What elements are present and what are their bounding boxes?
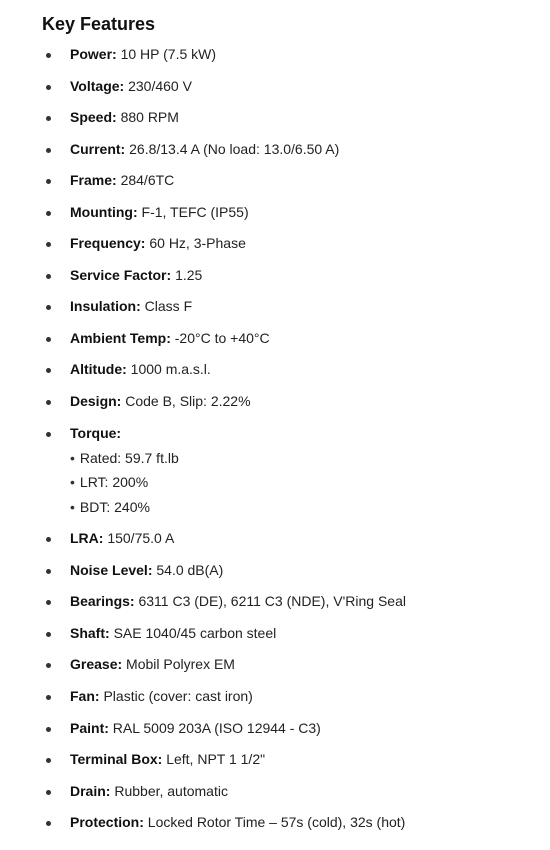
feature-item xyxy=(0,323,550,355)
feature-value: Left, NPT 1 1/2" xyxy=(166,751,266,768)
feature-item xyxy=(0,228,550,260)
feature-item xyxy=(0,776,550,808)
feature-label: Fan: xyxy=(70,688,100,705)
feature-item xyxy=(0,681,550,713)
feature-item xyxy=(0,386,550,418)
bullet-icon xyxy=(46,663,51,668)
bullet-icon xyxy=(46,368,51,373)
feature-value: Locked Rotor Time – 57s (cold), 32s (hot) xyxy=(147,814,406,831)
feature-item xyxy=(0,354,550,386)
feature-value: 54.0 dB(A) xyxy=(156,561,224,578)
feature-label: Insulation: xyxy=(70,298,141,315)
bullet-icon xyxy=(46,85,51,90)
sub-feature-item xyxy=(70,498,550,517)
feature-item xyxy=(0,523,550,555)
feature-label: Bearings: xyxy=(70,593,135,610)
bullet-icon xyxy=(46,632,51,637)
bullet-icon xyxy=(46,727,51,732)
sub-feature-item xyxy=(70,449,550,474)
feature-label: LRA: xyxy=(70,530,104,547)
feature-item xyxy=(0,713,550,745)
feature-item xyxy=(0,807,550,839)
bullet-icon xyxy=(46,305,51,310)
feature-value: 230/460 V xyxy=(128,77,192,94)
feature-label: Noise Level: xyxy=(70,561,153,578)
feature-label: Speed: xyxy=(70,109,117,126)
feature-value: 150/75.0 A xyxy=(107,530,175,547)
feature-value: 1000 m.a.s.l. xyxy=(130,361,211,378)
feature-item xyxy=(0,197,550,229)
feature-label: Protection: xyxy=(70,814,144,831)
feature-value: 284/6TC xyxy=(120,172,175,189)
bullet-icon xyxy=(46,821,51,826)
bullet-icon xyxy=(46,148,51,153)
bullet-icon xyxy=(46,116,51,121)
feature-label: Service Factor: xyxy=(70,266,172,283)
bullet-icon xyxy=(46,600,51,605)
feature-label: Voltage: xyxy=(70,77,125,94)
feature-item xyxy=(0,744,550,776)
feature-label: Drain: xyxy=(70,782,111,799)
feature-item xyxy=(0,165,550,197)
feature-value: 880 RPM xyxy=(120,109,179,126)
sub-bullet-icon: • xyxy=(70,498,75,515)
feature-item xyxy=(0,134,550,166)
feature-item xyxy=(0,71,550,103)
bullet-icon xyxy=(46,790,51,795)
bullet-icon xyxy=(46,400,51,405)
bullet-icon xyxy=(46,695,51,700)
feature-item xyxy=(0,39,550,71)
bullet-icon xyxy=(46,758,51,763)
bullet-icon xyxy=(46,242,51,247)
sub-feature-list xyxy=(70,449,550,517)
feature-label: Paint: xyxy=(70,719,109,736)
feature-value: 1.25 xyxy=(175,266,203,283)
feature-label: Ambient Temp: xyxy=(70,329,171,346)
feature-label: Torque: xyxy=(70,424,122,441)
feature-label: Current: xyxy=(70,140,126,157)
feature-value: Code B, Slip: 2.22% xyxy=(125,393,251,410)
sub-feature-text: Rated: 59.7 ft.lb xyxy=(79,449,179,466)
feature-item xyxy=(0,418,550,524)
bullet-icon xyxy=(46,432,51,437)
feature-item xyxy=(0,555,550,587)
feature-value: RAL 5009 203A (ISO 12944 - C3) xyxy=(112,719,321,736)
feature-item xyxy=(0,291,550,323)
bullet-icon xyxy=(46,211,51,216)
feature-value: Mobil Polyrex EM xyxy=(126,656,235,673)
feature-label: Frame: xyxy=(70,172,117,189)
bullet-icon xyxy=(46,537,51,542)
feature-value: 26.8/13.4 A (No load: 13.0/6.50 A) xyxy=(129,140,340,157)
feature-value: F-1, TEFC (IP55) xyxy=(141,203,249,220)
feature-label: Shaft: xyxy=(70,624,110,641)
feature-item xyxy=(0,618,550,650)
bullet-icon xyxy=(46,274,51,279)
feature-label: Terminal Box: xyxy=(70,751,163,768)
feature-value: Class F xyxy=(144,298,193,315)
sub-bullet-icon: • xyxy=(70,474,75,491)
bullet-icon xyxy=(46,337,51,342)
feature-value: Plastic (cover: cast iron) xyxy=(103,688,253,705)
sub-feature-text: LRT: 200% xyxy=(79,474,149,491)
sub-bullet-icon: • xyxy=(70,449,75,466)
feature-label: Grease: xyxy=(70,656,123,673)
feature-value: SAE 1040/45 carbon steel xyxy=(113,624,277,641)
feature-item xyxy=(0,649,550,681)
bullet-icon xyxy=(46,179,51,184)
sub-feature-item xyxy=(70,473,550,498)
feature-item xyxy=(0,102,550,134)
feature-value: 60 Hz, 3-Phase xyxy=(149,235,246,252)
feature-item xyxy=(0,586,550,618)
feature-label: Frequency: xyxy=(70,235,146,252)
feature-value: -20°C to +40°C xyxy=(174,329,270,346)
section-heading: Key Features xyxy=(42,14,156,34)
bullet-icon xyxy=(46,53,51,58)
feature-value: 6311 C3 (DE), 6211 C3 (NDE), V'Ring Seal xyxy=(138,593,406,610)
feature-label: Mounting: xyxy=(70,203,138,220)
bullet-icon xyxy=(46,569,51,574)
feature-list xyxy=(0,39,550,839)
feature-label: Power: xyxy=(70,46,117,62)
feature-label: Design: xyxy=(70,393,122,410)
feature-item xyxy=(0,260,550,292)
sub-feature-text: BDT: 240% xyxy=(79,498,150,515)
feature-value: Rubber, automatic xyxy=(114,782,228,799)
feature-value: 10 HP (7.5 kW) xyxy=(120,46,217,62)
feature-label: Altitude: xyxy=(70,361,127,378)
